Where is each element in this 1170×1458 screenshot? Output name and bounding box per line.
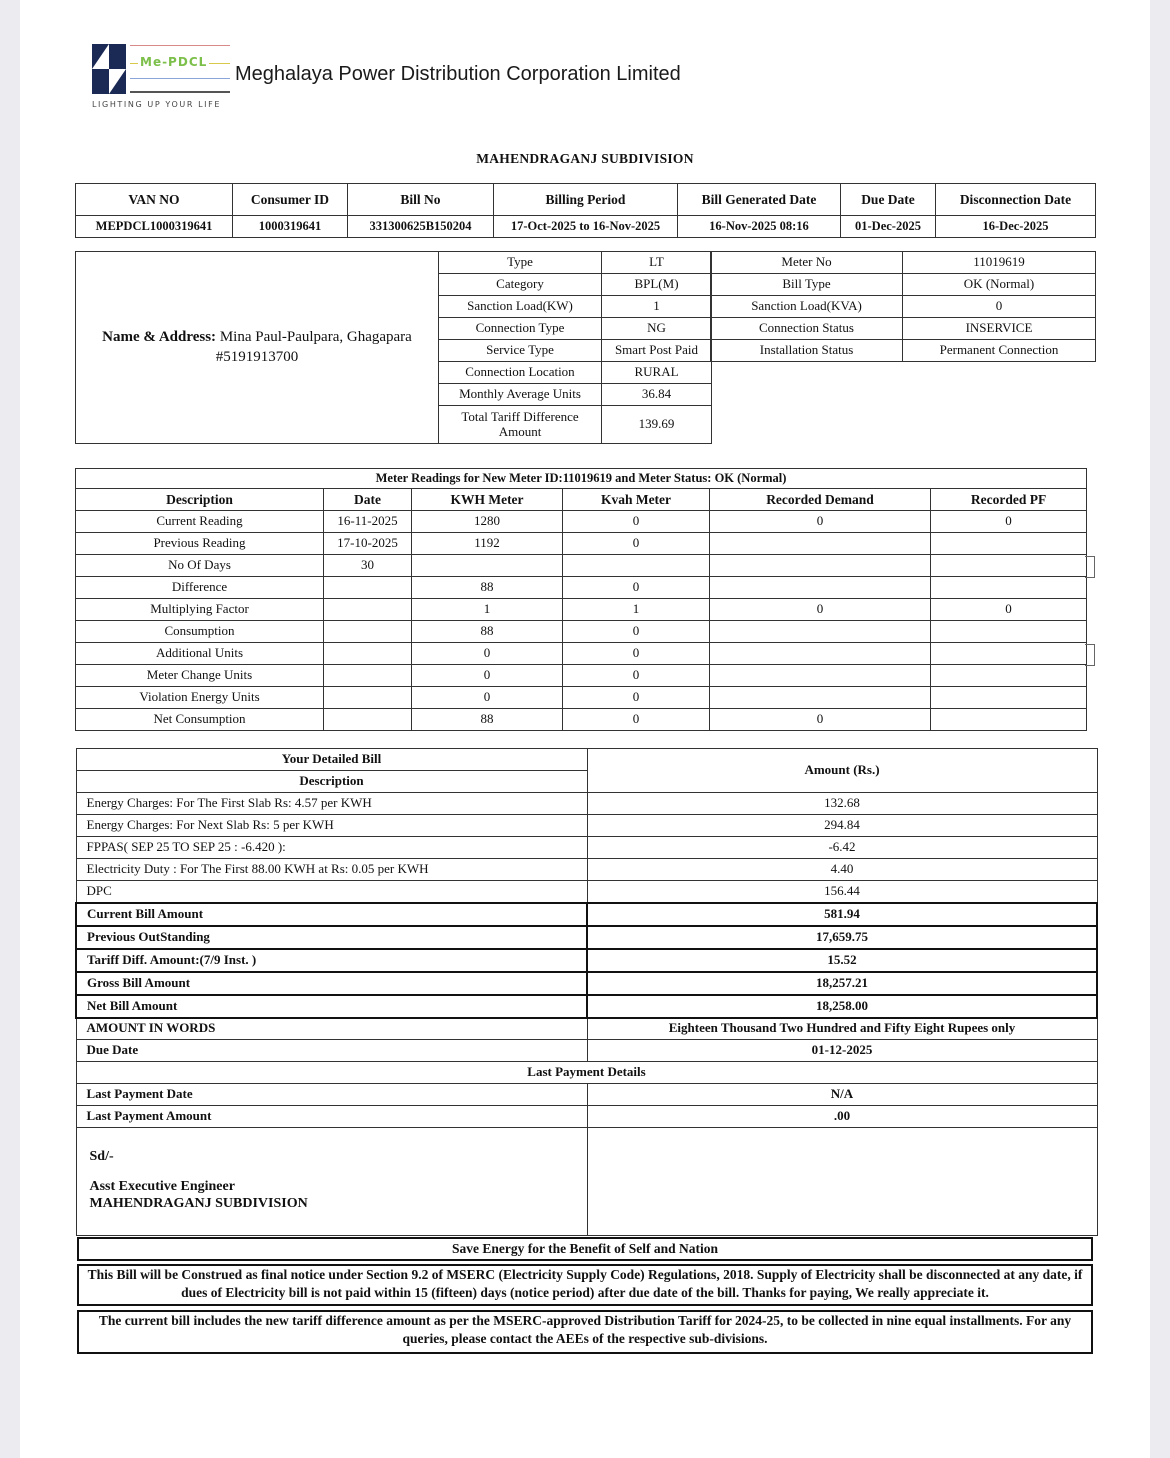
meter-info-row <box>711 340 1096 362</box>
charge-amount: 132.68 <box>587 793 1097 815</box>
meter-info-row <box>711 296 1096 318</box>
subdivision-title: MAHENDRAGANJ SUBDIVISION <box>476 151 694 166</box>
meter-reading-row <box>76 687 1087 709</box>
header-recorded-demand: Recorded Demand <box>710 489 931 511</box>
meter-info-value: 0 <box>903 296 1096 318</box>
billing-period-value: 17-Oct-2025 to 16-Nov-2025 <box>494 216 678 238</box>
connection-value: RURAL <box>602 362 712 384</box>
current-bill-row <box>76 903 1097 926</box>
reading-date <box>324 665 412 687</box>
net-bill-row <box>76 995 1097 1018</box>
signature-cell <box>76 1128 587 1236</box>
signature-blank-cell <box>587 1128 1097 1236</box>
connection-value: 139.69 <box>602 406 712 444</box>
connection-row <box>439 318 712 340</box>
connection-row <box>439 274 712 296</box>
reading-kvah <box>563 555 710 577</box>
reading-date <box>324 643 412 665</box>
reading-kwh: 0 <box>412 665 563 687</box>
reading-recorded-pf: 0 <box>931 511 1087 533</box>
total-label: Previous OutStanding <box>76 926 587 949</box>
charge-row <box>76 837 1097 859</box>
reading-date: 16-11-2025 <box>324 511 412 533</box>
meter-info-label: Bill Type <box>711 274 903 296</box>
connection-label: Service Type <box>439 340 602 362</box>
van-no-value: MEPDCL1000319641 <box>76 216 233 238</box>
charge-desc: DPC <box>76 881 587 903</box>
amount-in-words-label: AMOUNT IN WORDS <box>76 1018 587 1040</box>
reading-recorded-demand <box>710 665 931 687</box>
charge-row <box>76 793 1097 815</box>
connection-label: Connection Type <box>439 318 602 340</box>
reading-recorded-pf <box>931 643 1087 665</box>
final-notice-note: This Bill will be Construed as final notice under Section 9.2 of MSERC (Electricity Supply Code) Regulations, 2018. Supply of Electricity shall be disconnected at any date, if dues of Electricity bill is not paid within 15 (fifteen) days (notice period) after due date of the bill. Thanks for paying, We really appreciate it. <box>77 1264 1093 1306</box>
connection-row <box>439 340 712 362</box>
reading-recorded-demand: 0 <box>710 599 931 621</box>
connection-row <box>439 296 712 318</box>
reading-description: Multiplying Factor <box>76 599 324 621</box>
logo-lightning-icon <box>92 44 126 94</box>
charge-desc: Energy Charges: For Next Slab Rs: 5 per KWH <box>76 815 587 837</box>
reading-kwh: 88 <box>412 577 563 599</box>
bill-no-value: 331300625B150204 <box>348 216 494 238</box>
reading-recorded-demand <box>710 533 931 555</box>
current-bill-amount: 581.94 <box>587 903 1097 926</box>
reading-recorded-pf <box>931 665 1087 687</box>
reading-kwh: 0 <box>412 687 563 709</box>
charge-amount: 294.84 <box>587 815 1097 837</box>
reading-kvah: 0 <box>563 687 710 709</box>
connection-value: BPL(M) <box>602 274 712 296</box>
table-edge-mark <box>1085 556 1095 578</box>
charge-desc: Electricity Duty : For The First 88.00 KWH at Rs: 0.05 per KWH <box>76 859 587 881</box>
reading-recorded-demand <box>710 555 931 577</box>
reading-kwh: 88 <box>412 621 563 643</box>
meter-info-row <box>711 318 1096 340</box>
meter-reading-row <box>76 621 1087 643</box>
meter-reading-row <box>76 511 1087 533</box>
last-payment-date-row <box>76 1084 1097 1106</box>
previous-outstanding-row <box>76 926 1097 949</box>
logo-tagline: LIGHTING UP YOUR LIFE <box>92 100 222 109</box>
reading-kvah: 0 <box>563 643 710 665</box>
reading-kvah: 0 <box>563 533 710 555</box>
reading-description: Previous Reading <box>76 533 324 555</box>
connection-row <box>439 252 712 274</box>
reading-recorded-pf <box>931 555 1087 577</box>
signature-office: MAHENDRAGANJ SUBDIVISION <box>89 1196 308 1211</box>
meter-info-label: Connection Status <box>711 318 903 340</box>
meter-info-value: OK (Normal) <box>903 274 1096 296</box>
meter-reading-row <box>76 709 1087 731</box>
header-date: Date <box>324 489 412 511</box>
meter-readings-caption: Meter Readings for New Meter ID:11019619 and Meter Status: OK (Normal) <box>76 469 1087 489</box>
tariff-diff-row <box>76 949 1097 972</box>
reading-date <box>324 687 412 709</box>
meter-info-row <box>711 274 1096 296</box>
connection-row <box>439 406 712 444</box>
meter-reading-row <box>76 643 1087 665</box>
reading-kvah: 0 <box>563 511 710 533</box>
reading-recorded-demand <box>710 643 931 665</box>
meter-reading-row <box>76 577 1087 599</box>
reading-description: Net Consumption <box>76 709 324 731</box>
reading-recorded-demand <box>710 621 931 643</box>
meter-info-value: INSERVICE <box>903 318 1096 340</box>
charge-row <box>76 881 1097 903</box>
meter-info-value: 11019619 <box>903 252 1096 274</box>
charge-desc: Energy Charges: For The First Slab Rs: 4.57 per KWH <box>76 793 587 815</box>
meter-reading-row <box>76 665 1087 687</box>
amount-header: Amount (Rs.) <box>587 749 1097 793</box>
meter-readings-header <box>76 489 1087 511</box>
bill-generated-date-value: 16-Nov-2025 08:16 <box>678 216 841 238</box>
name-address-box <box>75 251 439 444</box>
reading-recorded-pf <box>931 621 1087 643</box>
header-bill-no: Bill No <box>348 184 494 216</box>
connection-details-table <box>438 251 712 444</box>
meter-info-table <box>710 251 1096 362</box>
header-due-date: Due Date <box>841 184 936 216</box>
last-payment-title: Last Payment Details <box>76 1062 1097 1084</box>
reading-description: Difference <box>76 577 324 599</box>
header-kwh-meter: KWH Meter <box>412 489 563 511</box>
total-label: Net Bill Amount <box>76 995 587 1018</box>
reading-date: 30 <box>324 555 412 577</box>
amount-in-words-row <box>76 1018 1097 1040</box>
signature-designation: Asst Executive Engineer <box>89 1178 235 1194</box>
reading-kwh: 1192 <box>412 533 563 555</box>
reading-kwh: 1280 <box>412 511 563 533</box>
connection-label: Monthly Average Units <box>439 384 602 406</box>
description-header: Description <box>76 771 587 793</box>
bill-page <box>20 0 1150 1458</box>
consumer-id-value: 1000319641 <box>233 216 348 238</box>
charge-amount: -6.42 <box>587 837 1097 859</box>
gross-bill-amount: 18,257.21 <box>587 972 1097 995</box>
reading-date <box>324 577 412 599</box>
header-van-no: VAN NO <box>76 184 233 216</box>
meter-readings-table <box>75 468 1087 731</box>
header-disconnection-date: Disconnection Date <box>936 184 1096 216</box>
detailed-bill-title: Your Detailed Bill <box>76 749 587 771</box>
tariff-difference-note: The current bill includes the new tariff difference amount as per the MSERC-approved Distribution Tariff for 2024-25, to be collected in nine equal installments. For any queries, please contact the AEEs of the respective sub-divisions. <box>77 1310 1093 1354</box>
reading-date <box>324 709 412 731</box>
reading-description: Additional Units <box>76 643 324 665</box>
reading-kwh <box>412 555 563 577</box>
connection-row <box>439 362 712 384</box>
name-address-label: Name & Address: <box>102 329 217 345</box>
header-description: Description <box>76 489 324 511</box>
meter-info-value: Permanent Connection <box>903 340 1096 362</box>
reading-recorded-pf <box>931 709 1087 731</box>
header-kvah-meter: Kvah Meter <box>563 489 710 511</box>
last-payment-amount-label: Last Payment Amount <box>76 1106 587 1128</box>
meter-info-row <box>711 252 1096 274</box>
charge-amount: 156.44 <box>587 881 1097 903</box>
connection-row <box>439 384 712 406</box>
previous-outstanding-amount: 17,659.75 <box>587 926 1097 949</box>
meter-reading-row <box>76 599 1087 621</box>
due-date-value: 01-12-2025 <box>587 1040 1097 1062</box>
detailed-bill-table <box>75 748 1098 1236</box>
reading-recorded-demand: 0 <box>710 511 931 533</box>
reading-kwh: 1 <box>412 599 563 621</box>
reading-date: 17-10-2025 <box>324 533 412 555</box>
reading-description: Current Reading <box>76 511 324 533</box>
reading-kwh: 0 <box>412 643 563 665</box>
reading-date <box>324 599 412 621</box>
connection-value: LT <box>602 252 712 274</box>
due-date-label: Due Date <box>76 1040 587 1062</box>
reading-recorded-pf <box>931 577 1087 599</box>
mepdcl-logo <box>90 42 235 114</box>
reading-description: No Of Days <box>76 555 324 577</box>
reading-kvah: 0 <box>563 577 710 599</box>
reading-description: Meter Change Units <box>76 665 324 687</box>
reading-recorded-demand <box>710 577 931 599</box>
due-date-value: 01-Dec-2025 <box>841 216 936 238</box>
signature-row <box>76 1128 1097 1236</box>
meter-reading-row <box>76 555 1087 577</box>
bill-summary-header <box>76 184 1096 216</box>
due-date-row <box>76 1040 1097 1062</box>
header-billing-period: Billing Period <box>494 184 678 216</box>
charge-row <box>76 859 1097 881</box>
logo-brand-text: Me-PDCL <box>140 55 208 69</box>
name-address-value: Mina Paul-Paulpara, Ghagapara <box>219 329 412 345</box>
name-address-line2: #5191913700 <box>215 348 299 365</box>
connection-value: NG <box>602 318 712 340</box>
logo-stripes <box>130 45 230 95</box>
last-payment-date-label: Last Payment Date <box>76 1084 587 1106</box>
bill-summary-table <box>75 183 1096 238</box>
reading-kwh: 88 <box>412 709 563 731</box>
reading-description: Violation Energy Units <box>76 687 324 709</box>
tariff-diff-amount: 15.52 <box>587 949 1097 972</box>
bill-summary-values <box>76 216 1096 238</box>
meter-info-label: Sanction Load(KVA) <box>711 296 903 318</box>
connection-value: Smart Post Paid <box>602 340 712 362</box>
reading-recorded-demand <box>710 687 931 709</box>
total-label: Current Bill Amount <box>76 903 587 926</box>
reading-kvah: 0 <box>563 709 710 731</box>
connection-label: Connection Location <box>439 362 602 384</box>
total-label: Tariff Diff. Amount:(7/9 Inst. ) <box>76 949 587 972</box>
header-consumer-id: Consumer ID <box>233 184 348 216</box>
reading-recorded-pf <box>931 533 1087 555</box>
connection-label: Total Tariff Difference Amount <box>439 406 602 444</box>
reading-kvah: 1 <box>563 599 710 621</box>
reading-recorded-pf: 0 <box>931 599 1087 621</box>
signature-sd: Sd/- <box>89 1149 114 1164</box>
last-payment-amount-value: .00 <box>587 1106 1097 1128</box>
reading-kvah: 0 <box>563 621 710 643</box>
charge-row <box>76 815 1097 837</box>
meter-info-label: Meter No <box>711 252 903 274</box>
meter-info-label: Installation Status <box>711 340 903 362</box>
reading-kvah: 0 <box>563 665 710 687</box>
save-energy-note: Save Energy for the Benefit of Self and Nation <box>77 1237 1093 1261</box>
last-payment-amount-row <box>76 1106 1097 1128</box>
gross-bill-row <box>76 972 1097 995</box>
reading-recorded-pf <box>931 687 1087 709</box>
header-recorded-pf: Recorded PF <box>931 489 1087 511</box>
meter-reading-row <box>76 533 1087 555</box>
connection-label: Type <box>439 252 602 274</box>
charge-desc: FPPAS( SEP 25 TO SEP 25 : -6.420 ): <box>76 837 587 859</box>
last-payment-date-value: N/A <box>587 1084 1097 1106</box>
connection-value: 36.84 <box>602 384 712 406</box>
company-name: Meghalaya Power Distribution Corporation Limited <box>235 63 681 85</box>
connection-label: Category <box>439 274 602 296</box>
total-label: Gross Bill Amount <box>76 972 587 995</box>
net-bill-amount: 18,258.00 <box>587 995 1097 1018</box>
header-bill-generated-date: Bill Generated Date <box>678 184 841 216</box>
amount-in-words-value: Eighteen Thousand Two Hundred and Fifty Eight Rupees only <box>587 1018 1097 1040</box>
connection-label: Sanction Load(KW) <box>439 296 602 318</box>
disconnection-date-value: 16-Dec-2025 <box>936 216 1096 238</box>
reading-recorded-demand: 0 <box>710 709 931 731</box>
table-edge-mark <box>1085 644 1095 666</box>
charge-amount: 4.40 <box>587 859 1097 881</box>
reading-date <box>324 621 412 643</box>
connection-value: 1 <box>602 296 712 318</box>
reading-description: Consumption <box>76 621 324 643</box>
